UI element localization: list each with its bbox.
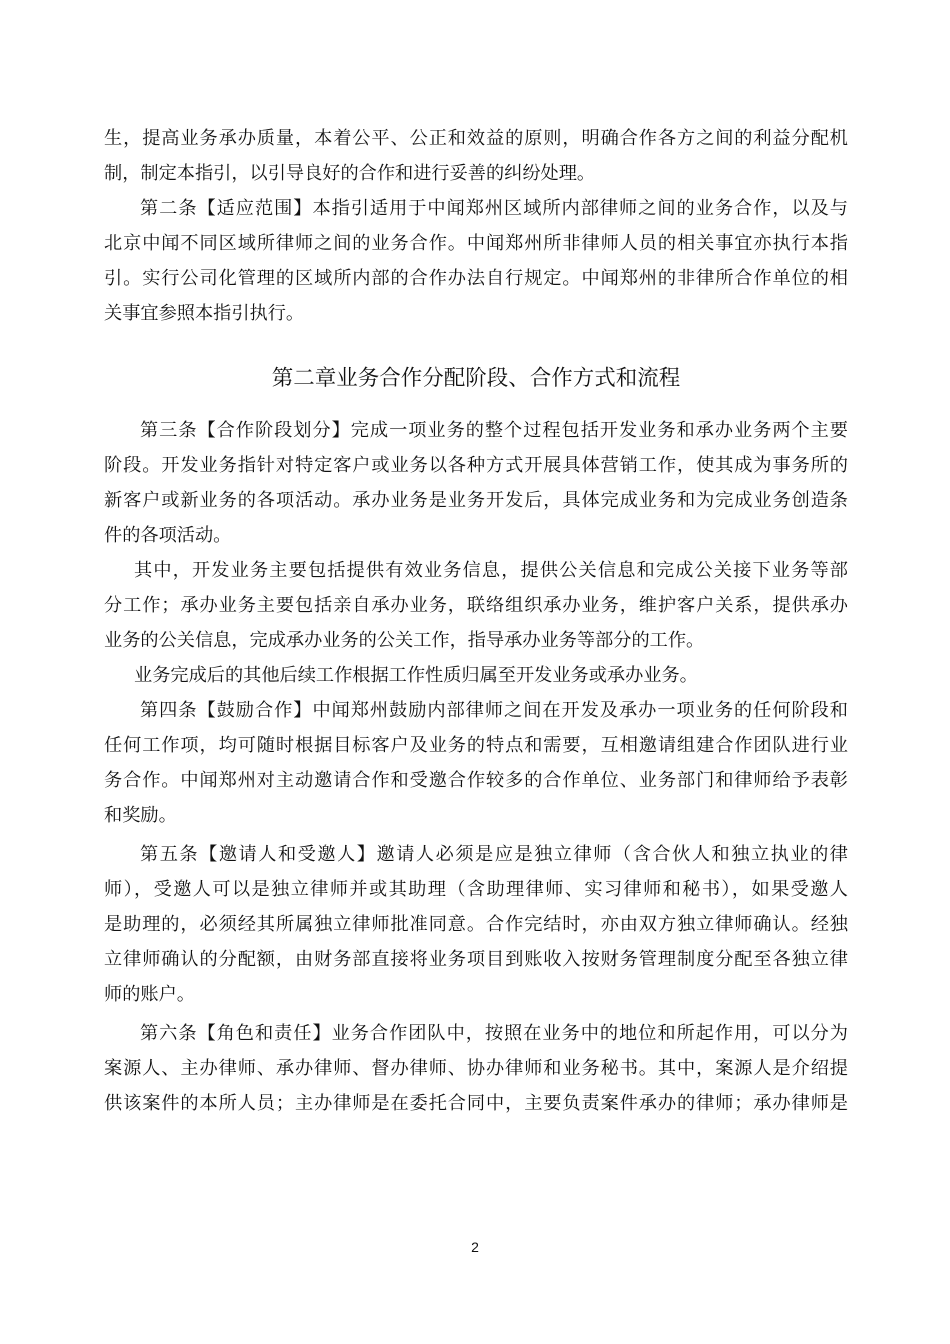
paragraph-line: 业务完成后的其他后续工作根据工作性质归属至开发业务或承办业务。 xyxy=(134,665,698,686)
paragraph-line: 关事宜参照本指引执行。 xyxy=(104,303,305,324)
article-2-paragraph xyxy=(104,191,848,331)
paragraph-line: 供该案件的本所人员；主办律师是在委托合同中，主要负责案件承办的律师；承办律师是 xyxy=(104,1093,848,1114)
paragraph-line: 师），受邀人可以是独立律师并或其助理（含助理律师、实习律师和秘书），如果受邀人 xyxy=(104,879,848,900)
paragraph-line: 阶段。开发业务指针对特定客户或业务以各种方式开展具体营销工作，使其成为事务所的 xyxy=(104,455,848,476)
paragraph-line: 其中，开发业务主要包括提供有效业务信息，提供公关信息和完成公关接下业务等部 xyxy=(134,560,848,581)
article-5-paragraph xyxy=(104,837,848,1012)
paragraph-line: 和奖励。 xyxy=(104,805,177,826)
article-3-note-2 xyxy=(104,658,848,693)
article-6-paragraph xyxy=(104,1016,848,1121)
paragraph-line: 任何工作项，均可随时根据目标客户及业务的特点和需要，互相邀请组建合作团队进行业 xyxy=(104,735,848,756)
chapter-heading: 第二章业务合作分配阶段、合作方式和流程 xyxy=(271,366,681,391)
paragraph-line: 案源人、主办律师、承办律师、督办律师、协办律师和业务秘书。其中，案源人是介绍提 xyxy=(104,1058,848,1079)
paragraph-line: 引。实行公司化管理的区域所内部的合作办法自行规定。中闻郑州的非律所合作单位的相 xyxy=(104,268,848,289)
paragraph-line: 第二条【适应范围】本指引适用于中闻郑州区域所内部律师之间的业务合作，以及与 xyxy=(140,198,848,219)
paragraph-line: 是助理的，必须经其所属独立律师批准同意。合作完结时，亦由双方独立律师确认。经独 xyxy=(104,914,848,935)
paragraph-line: 第六条【角色和责任】业务合作团队中，按照在业务中的地位和所起作用，可以分为 xyxy=(140,1023,848,1044)
paragraph-line: 务合作。中闻郑州对主动邀请合作和受邀合作较多的合作单位、业务部门和律师给予表彰 xyxy=(104,770,848,791)
paragraph-line: 件的各项活动。 xyxy=(104,525,232,546)
paragraph-line: 立律师确认的分配额，由财务部直接将业务项目到账收入按财务管理制度分配至各独立律 xyxy=(104,949,848,970)
paragraph-line: 第五条【邀请人和受邀人】邀请人必须是应是独立律师（含合伙人和独立执业的律 xyxy=(140,844,848,865)
intro-paragraph xyxy=(104,121,848,191)
paragraph-line: 第三条【合作阶段划分】完成一项业务的整个过程包括开发业务和承办业务两个主要 xyxy=(140,420,848,441)
paragraph-line: 制，制定本指引，以引导良好的合作和进行妥善的纠纷处理。 xyxy=(104,163,596,184)
paragraph-line: 生，提高业务承办质量，本着公平、公正和效益的原则，明确合作各方之间的利益分配机 xyxy=(104,128,848,149)
paragraph-line: 新客户或新业务的各项活动。承办业务是业务开发后，具体完成业务和为完成业务创造条 xyxy=(104,490,848,511)
article-3-paragraph xyxy=(104,413,848,553)
paragraph-line: 分工作；承办业务主要包括亲自承办业务，联络组织承办业务，维护客户关系，提供承办 xyxy=(104,595,848,616)
page-number: 2 xyxy=(471,1239,479,1255)
paragraph-line: 师的账户。 xyxy=(104,984,195,1005)
paragraph-line: 北京中闻不同区域所律师之间的业务合作。中闻郑州所非律师人员的相关事宜亦执行本指 xyxy=(104,233,848,254)
paragraph-line: 业务的公关信息，完成承办业务的公关工作，指导承办业务等部分的工作。 xyxy=(104,630,705,651)
article-3-note-1 xyxy=(104,553,848,658)
paragraph-line: 第四条【鼓励合作】中闻郑州鼓励内部律师之间在开发及承办一项业务的任何阶段和 xyxy=(140,700,848,721)
document-body xyxy=(104,121,848,1121)
article-4-paragraph xyxy=(104,693,848,833)
